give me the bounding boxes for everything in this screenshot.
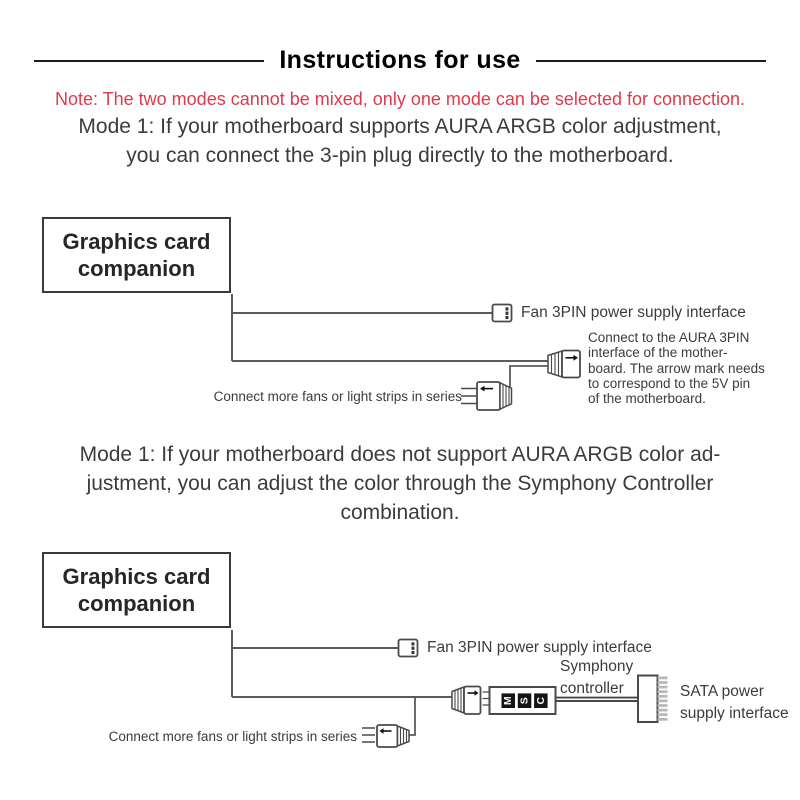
controller-pins: [483, 692, 490, 705]
mode2-heading-line: Mode 1: If your motherboard does not support AURA ARGB color ad-: [79, 443, 721, 466]
mode2-heading: [0, 440, 800, 527]
series-plug-icon: [461, 382, 512, 410]
fan-3pin-connector-icon: [399, 640, 418, 657]
controller-input-plug-icon: [452, 687, 489, 715]
series-connect-label: Connect more fans or light strips in series: [108, 729, 357, 744]
button-letter: C: [534, 696, 547, 705]
series-plug-icon: [362, 725, 409, 747]
series-connect-label: Connect more fans or light strips in series: [213, 389, 462, 404]
box-label-line: Graphics card: [62, 564, 211, 589]
aura-caption: [588, 330, 765, 406]
sata-connector-icon: [638, 676, 668, 723]
title-rule-right: [536, 60, 766, 62]
button-letter: M: [502, 696, 515, 706]
sata-label-line: supply interface: [680, 705, 789, 722]
aura-caption-line: board. The arrow mark needs: [588, 360, 765, 376]
series-pins: [362, 728, 375, 742]
sata-pins: [658, 677, 668, 721]
aura-caption-line: to correspond to the 5V pin: [588, 375, 751, 391]
mode2-heading-line: justment, you can adjust the color through the Symphony Controller: [86, 472, 714, 495]
aura-caption-line: of the motherboard.: [588, 391, 706, 407]
series-wire: [408, 697, 415, 735]
series-pins: [461, 389, 477, 404]
page-title: Instructions for use: [279, 46, 521, 74]
warning-note: Note: The two modes cannot be mixed, only one mode can be selected for connection.: [54, 89, 746, 109]
aura-3pin-plug-icon: [548, 351, 580, 378]
title-row: [0, 46, 800, 75]
mode2-wiring-diagram: [0, 545, 800, 780]
mode1-heading: [0, 112, 800, 170]
box-label-line: companion: [77, 256, 196, 281]
mode1-heading-line: you can connect the 3-pin plug directly to the motherboard.: [126, 144, 674, 167]
symphony-controller-icon: [490, 687, 556, 714]
title-rule-left: [34, 60, 264, 62]
mode1-heading-line: Mode 1: If your motherboard supports AURA ARGB color adjustment,: [78, 115, 722, 138]
fan-3pin-connector-icon: [493, 305, 512, 322]
sata-interface-label: [680, 681, 789, 725]
mode2-heading-line: combination.: [340, 501, 460, 524]
box-label-line: Graphics card: [62, 229, 211, 254]
aura-caption-line: Connect to the AURA 3PIN: [588, 330, 750, 345]
aura-caption-line: interface of the mother-: [588, 345, 728, 361]
box-label-line: companion: [77, 591, 196, 616]
fan-interface-label: Fan 3PIN power supply interface: [521, 304, 746, 321]
fan-interface-label: Fan 3PIN power supply interface: [427, 639, 652, 656]
series-wire: [510, 366, 549, 390]
button-letter: S: [518, 697, 531, 705]
sata-label-line: SATA power: [680, 683, 764, 700]
symphony-controller-label: [560, 656, 633, 700]
symphony-label-line: controller: [560, 680, 624, 697]
symphony-label-line: Symphony: [560, 658, 634, 675]
